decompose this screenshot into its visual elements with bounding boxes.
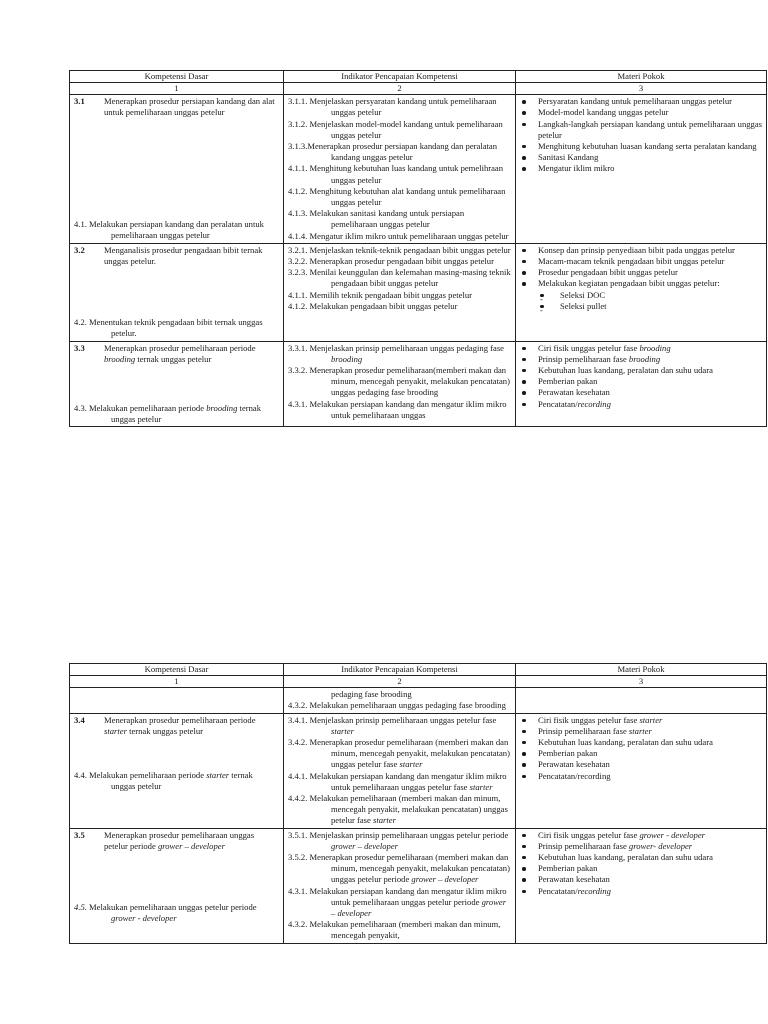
kompetensi-cell (70, 713, 284, 828)
indicator-item: 3.1.2. Menjelaskan model-model kandang untuk pemeliharaan unggas petelur (288, 118, 503, 140)
kd-item (74, 96, 279, 118)
kd-sub-item: 4.4. Melakukan pemeliharaan periode starter ternak unggas petelur (74, 769, 253, 792)
materi-item: Perawatan kesehatan (520, 759, 762, 770)
materi-cell (516, 243, 767, 341)
kompetensi-cell (70, 95, 284, 244)
kd-sub-item: 4.1. Melakukan persiapan kandang dan peralatan untuk pemeliharaan unggas petelur (74, 218, 264, 240)
column-number-row (70, 675, 767, 688)
kd-text: Menerapkan prosedur pemeliharaan periode starter ternak unggas petelur (104, 714, 256, 736)
materi-item: Pencatatan/recording (520, 771, 762, 782)
indicator-item: 4.1.4. Mengatur iklim mikro untuk pemeliharaan unggas petelur (288, 230, 509, 241)
header-kompetensi-dasar: Kompetensi Dasar (70, 71, 284, 83)
indicator-item: 3.3.1. Menjelaskan prinsip pemeliharaan unggas pedaging fase brooding (288, 342, 504, 364)
kd-code: 3.5 (74, 829, 85, 840)
indicator-item: 3.5.1. Menjelaskan prinsip pemeliharaan unggas petelur periode grower – developer (288, 829, 509, 851)
indikator-cell (284, 341, 516, 427)
materi-subitem: - Seleksi DOC (538, 290, 762, 301)
materi-item: Persyaratan kandang untuk pemeliharaan unggas petelur (520, 96, 762, 107)
kd-text: Menerapkan prosedur pemeliharaan unggas petelur periode grower – developer (104, 829, 255, 851)
materi-item: Pemberian pakan (520, 863, 762, 874)
materi-item: Mengatur iklim mikro (520, 163, 762, 174)
kd-code: 3.1 (74, 96, 85, 107)
table-row (70, 688, 767, 713)
materi-item: Kebutuhan luas kandang, peralatan dan suhu udara (520, 737, 762, 748)
table-header-row (70, 71, 767, 83)
indicator-item: 3.2.3. Menilai keunggulan dan kelemahan masing-masing teknik pengadaan bibit unggas petelur (288, 267, 511, 289)
column-number-row (70, 82, 767, 95)
materi-item: Prinsip pemeliharaan fase brooding (520, 354, 762, 365)
kd-sub-item: 4.5. Melakukan pemeliharaan unggas petelur periode grower - developer (74, 901, 257, 924)
materi-item: Perawatan kesehatan (520, 387, 762, 398)
kd-code: 3.4 (74, 714, 85, 725)
table-row (70, 828, 767, 943)
indicator-item: 3.4.1. Menjelaskan prinsip pemeliharaan unggas petelur fase starter (288, 714, 497, 736)
indicator-item: 4.3.1. Melakukan persiapan kandang dan mengatur iklim mikro untuk pemeliharaan unggas (288, 398, 507, 420)
kompetensi-cell (70, 828, 284, 943)
materi-item: Prinsip pemeliharaan fase starter (520, 726, 762, 737)
kd-item (74, 245, 279, 267)
materi-item: Ciri fisik unggas petelur fase grower - developer (520, 830, 762, 841)
materi-cell (516, 95, 767, 244)
materi-item: Perawatan kesehatan (520, 874, 762, 885)
indicator-item: 4.1.3. Melakukan sanitasi kandang untuk persiapan pemeliharaan unggas petelur (288, 208, 465, 230)
materi-item: Ciri fisik unggas petelur fase brooding (520, 343, 762, 354)
kd-sub-item: 4.3. Melakukan pemeliharaan periode brooding ternak unggas petelur (74, 402, 262, 425)
table-row (70, 95, 767, 244)
table-row (70, 713, 767, 828)
indicator-item-continuation: pedaging fase brooding (331, 689, 412, 700)
table-row (70, 341, 767, 427)
header-indikator: Indikator Pencapaian Kompetensi (284, 71, 516, 83)
header-materi-pokok: Materi Pokok (516, 71, 767, 83)
column-number-2: 2 (284, 675, 516, 688)
indicator-item: 3.2.1. Menjelaskan teknik-teknik pengadaan bibit unggas petelur (288, 244, 511, 255)
column-number-1: 1 (70, 675, 284, 688)
table-header-row (70, 664, 767, 676)
materi-cell (516, 713, 767, 828)
kd-text: Menganalisis prosedur pengadaan bibit ternak unggas petelur. (104, 244, 263, 266)
column-number-1: 1 (70, 82, 284, 95)
kd-text: Menerapkan prosedur persiapan kandang dan alat untuk pemeliharaan unggas petelur (104, 96, 275, 118)
materi-cell (516, 828, 767, 943)
kompetensi-cell (70, 688, 284, 713)
materi-item: Sanitasi Kandang (520, 152, 762, 163)
indicator-item: 4.4.2. Melakukan pemeliharaan (memberi makan dan minum, mencegah penyakit, melakukan pencatatan) unggas petelur fase starter (288, 792, 508, 826)
materi-item: Model-model kandang unggas petelur (520, 107, 762, 118)
indicator-item: 3.2.2. Menerapkan prosedur pengadaan bibit unggas petelur (288, 255, 494, 266)
materi-item (520, 278, 762, 312)
indicator-item: 4.3.1. Melakukan persiapan kandang dan mengatur iklim mikro untuk pemeliharaan unggas petelur periode grower – developer (288, 885, 507, 918)
kd-text: Menerapkan prosedur pemeliharaan periode brooding ternak unggas petelur (104, 342, 256, 364)
indicator-item: 4.4.1. Melakukan persiapan kandang dan mengatur iklim mikro untuk pemeliharaan unggas petelur fase starter (288, 770, 507, 792)
materi-item: Kebutuhan luas kandang, peralatan dan suhu udara (520, 365, 762, 376)
materi-item: Macam-macam teknik pengadaan bibit unggas petelur (520, 256, 762, 267)
indicator-item: 3.1.3.Menerapkan prosedur persiapan kandang dan peralatan kandang unggas petelur (288, 140, 498, 163)
materi-item: Pemberian pakan (520, 748, 762, 759)
column-number-3: 3 (516, 82, 767, 95)
competency-table-page-2 (69, 663, 767, 944)
indicator-item: 4.1.1. Memilih teknik pengadaan bibit unggas petelur (288, 289, 473, 300)
kd-item (74, 343, 279, 365)
materi-item: Pencatatan/recording (520, 886, 762, 897)
indicator-item: 4.1.1. Menghitung kebutuhan luas kandang untuk pemelihraan unggas petelur (288, 163, 504, 185)
materi-item: Konsep dan prinsip penyediaan bibit pada unggas petelur (520, 245, 762, 256)
materi-item: Pemberian pakan (520, 376, 762, 387)
indikator-cell (284, 95, 516, 244)
indicator-item: 3.4.2. Menerapkan prosedur pemeliharaan (memberi makan dan minum, mencegah penyakit, melakukan pencatatan) unggas petelur fase starter (288, 736, 510, 770)
kd-code: 3.3 (74, 342, 85, 353)
kd-code: 3.2 (74, 244, 85, 255)
header-kompetensi-dasar: Kompetensi Dasar (70, 664, 284, 676)
indicator-item: 4.1.2. Menghitung kebutuhan alat kandang untuk pemeliharaan unggas petelur (288, 185, 506, 207)
materi-item: Langkah-langkah persiapan kandang untuk pemeliharaan unggas petelur (520, 119, 762, 141)
column-number-2: 2 (284, 82, 516, 95)
kompetensi-cell (70, 341, 284, 427)
indicator-item: 3.5.2. Menerapkan prosedur pemeliharaan (memberi makan dan minum, mencegah penyakit, melakukan pencatatan) unggas petelur periode grower – developer (288, 851, 510, 885)
indikator-cell (284, 713, 516, 828)
indicator-item: 3.3.2. Menerapkan prosedur pemeliharaan(memberi makan dan minum, mencegah penyakit, melakukan pencatatan) unggas pedaging fase brooding (288, 364, 510, 398)
materi-item: Menghitung kebutuhan luasan kandang serta peralatan kandang (520, 141, 762, 152)
kompetensi-cell (70, 243, 284, 341)
kd-item (74, 715, 279, 737)
indikator-cell (284, 688, 516, 713)
indicator-item: 4.3.2. Melakukan pemeliharaan unggas pedaging fase brooding (288, 700, 506, 711)
header-indikator: Indikator Pencapaian Kompetensi (284, 664, 516, 676)
materi-item-text: Melakukan kegiatan pengadaan bibit unggas petelur: (538, 278, 720, 289)
materi-item: Prinsip pemeliharaan fase grower- developer (520, 841, 762, 852)
indicator-item: 4.1.2. Melakukan pengadaan bibit unggas petelur (288, 300, 458, 311)
column-number-3: 3 (516, 675, 767, 688)
materi-cell (516, 688, 767, 713)
indikator-cell (284, 243, 516, 341)
materi-item: Prosedur pengadaan bibit unggas petelur (520, 267, 762, 278)
competency-table-page-1 (69, 70, 767, 427)
header-materi-pokok: Materi Pokok (516, 664, 767, 676)
materi-cell (516, 341, 767, 427)
materi-item: Ciri fisik unggas petelur fase starter (520, 715, 762, 726)
kd-sub-item: 4.2. Menentukan teknik pengadaan bibit ternak unggas petelur. (74, 317, 263, 339)
indicator-item: 3.1.1. Menjelaskan persyaratan kandang untuk pemeliharaan unggas petelur (288, 96, 497, 118)
table-row (70, 243, 767, 341)
indikator-cell (284, 828, 516, 943)
materi-item: Kebutuhan luas kandang, peralatan dan suhu udara (520, 852, 762, 863)
materi-subitem: - Seleksi pullet (538, 301, 762, 312)
materi-item: Pencatatan/recording (520, 399, 762, 410)
indicator-item: 4.3.2. Melakukan pemeliharaan (memberi makan dan minum, mencegah penyakit, (288, 919, 501, 941)
kd-item (74, 830, 279, 852)
